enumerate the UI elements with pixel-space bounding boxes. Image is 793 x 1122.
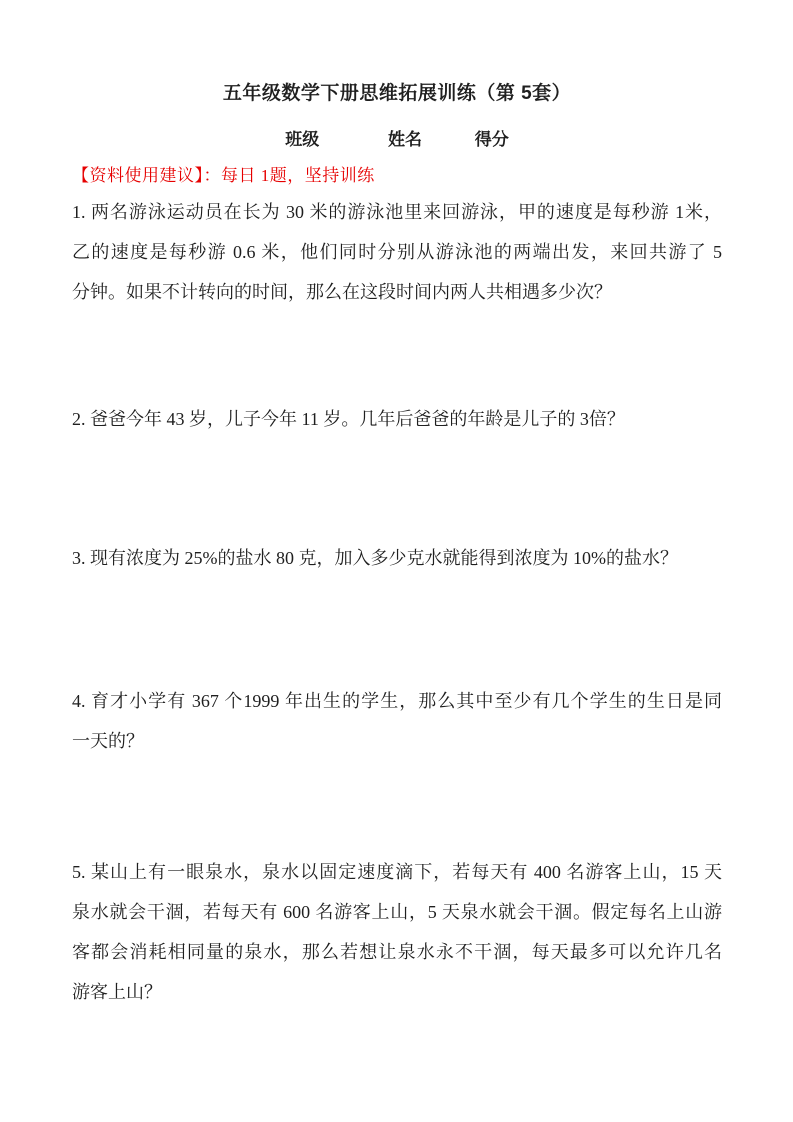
question-3 [72, 538, 722, 578]
name-field-label: 姓名 [388, 130, 422, 149]
question-2 [72, 399, 722, 439]
question-line: 5. 某山上有一眼泉水，泉水以固定速度滴下，若每天有 400 名游客上山，15 天 [72, 862, 722, 882]
question-1 [72, 192, 722, 312]
header-fields-row [72, 128, 722, 152]
question-line: 1. 两名游泳运动员在长为 30 米的游泳池里来回游泳，甲的速度是每秒游 1米， [72, 202, 722, 222]
question-line: 2. 爸爸今年 43 岁，儿子今年 11 岁。几年后爸爸的年龄是儿子的 3倍？ [72, 409, 625, 429]
question-4 [72, 681, 722, 761]
question-line: 游客上山？ [72, 982, 162, 1002]
question-line: 分钟。如果不计转向的时间，那么在这段时间内两人共相遇多少次？ [72, 282, 612, 302]
question-5 [72, 852, 722, 1012]
score-field-label: 得分 [474, 130, 509, 149]
questions-list [72, 192, 722, 1012]
question-line: 乙的速度是每秒游 0.6 米，他们同时分别从游泳池的两端出发，来回共游了 5 [72, 242, 722, 262]
usage-notice: 【资料使用建议】：每日 1题，坚持训练 [72, 166, 375, 185]
question-line: 4. 育才小学有 367 个1999 年出生的学生，那么其中至少有几个学生的生日是同 [72, 691, 722, 711]
question-line: 客都会消耗相同量的泉水，那么若想让泉水永不干涸，每天最多可以允许几名 [72, 942, 722, 962]
question-line: 一天的？ [72, 731, 144, 751]
question-line: 泉水就会干涸，若每天有 600 名游客上山，5 天泉水就会干涸。假定每名上山游 [72, 902, 722, 922]
class-field-label: 班级 [285, 130, 320, 149]
page-title: 五年级数学下册思维拓展训练（第 5套） [222, 83, 572, 104]
question-line: 3. 现有浓度为 25%的盐水 80 克，加入多少克水就能得到浓度为 10%的盐水？ [72, 548, 678, 568]
